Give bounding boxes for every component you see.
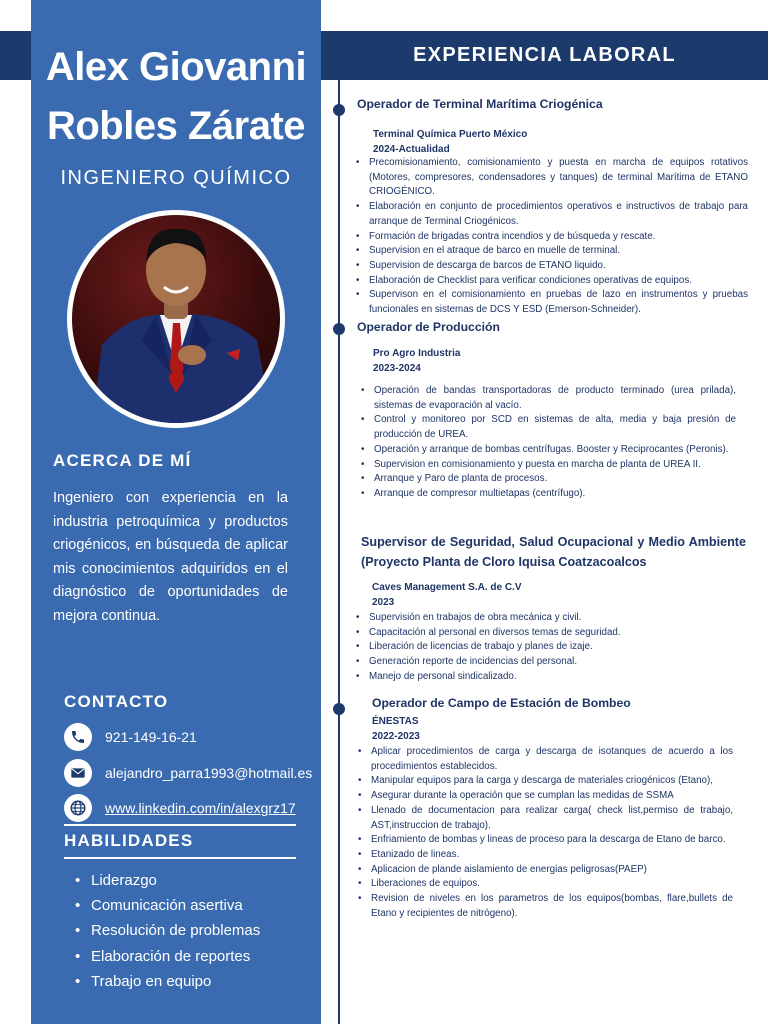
bullet-item: • Arranque y Paro de planta de procesos. — [358, 472, 736, 487]
bullet-item: • Generación reporte de incidencias del personal. — [353, 655, 733, 670]
email-address[interactable]: alejandro_parra1993@hotmail.es — [105, 765, 313, 781]
skills-divider — [64, 857, 296, 859]
bullet-item: • Control y monitoreo por SCD en sistemas de alta, media y baja presión de producción de UREA. — [358, 413, 736, 442]
skill-item: • Resolución de problemas — [75, 918, 260, 943]
job-company — [373, 127, 527, 157]
timeline-line — [338, 80, 340, 1024]
bullet-item: • Formación de brigadas contra incendios y de búsqueda y rescate. — [353, 230, 748, 245]
bullet-item: • Manejo de personal sindicalizado. — [353, 670, 733, 685]
job-company — [373, 346, 460, 376]
name-line-1: Alex Giovanni — [45, 45, 307, 89]
globe-icon — [64, 794, 92, 822]
profile-photo-image — [72, 215, 280, 423]
sidebar — [31, 0, 321, 1024]
person-portrait-icon — [72, 215, 280, 423]
email-icon — [64, 759, 92, 787]
experience-heading: EXPERIENCIA LABORAL — [413, 44, 676, 66]
profile-photo — [67, 210, 285, 428]
bullet-item: • Asegurar durante la operación que se cumplan las medidas de SSMA — [355, 789, 733, 804]
phone-number: 921-149-16-21 — [105, 729, 197, 745]
bullet-item: • Precomisionamiento, comisionamiento y puesta en marcha de equipos rotativos (Motores, compresores, condensadores y tanques) de terminal Marítima de ETANO CRIOGÉNICO. — [353, 156, 748, 200]
contact-heading: CONTACTO — [64, 692, 169, 711]
job-bullets — [353, 156, 748, 318]
job-title: Supervisor de Seguridad, Salud Ocupacional y Medio Ambiente (Proyecto Planta de Cloro Iquisa Coatzacoalcos — [361, 535, 746, 569]
bullet-item: • Capacitación al personal en diversos temas de seguridad. — [353, 626, 733, 641]
about-heading: ACERCA DE MÍ — [53, 451, 192, 470]
company-name: Caves Management S.A. de C.V — [372, 582, 522, 593]
job-title: Operador de Terminal Marítima Criogénica — [357, 97, 603, 111]
skills-heading: HABILIDADES — [64, 831, 194, 850]
bullet-item: • Supervision en comisionamiento y puesta en marcha de planta de UREA II. — [358, 458, 736, 473]
company-name: ÉNESTAS — [372, 716, 419, 727]
profession-title: INGENIERO QUÍMICO — [60, 167, 292, 189]
bullet-item: • Liberación de licencias de trabajo y planes de izaje. — [353, 640, 733, 655]
contact-linkedin[interactable] — [64, 794, 296, 822]
skills-list — [75, 868, 260, 994]
bullet-item: • Operación de bandas transportadoras de producto terminado (urea prilada), sistemas de evaporación al vacío. — [358, 384, 736, 413]
bullet-item: • Aplicacion de plande aislamiento de energias peligrosas(PAEP) — [355, 863, 733, 878]
bullet-item: • Supervison en el comisionamiento en pruebas de lazo en instrumentos y pruebas funcionales en sistemas de DCS Y ESD (Emerson-Schneider). — [353, 288, 748, 317]
timeline-dot — [333, 323, 345, 335]
job-company — [372, 580, 522, 610]
bullet-item: • Revision de niveles en los parametros de los equipos(bombas, flare,bullets de Etano y recipientes de nitrógeno). — [355, 892, 733, 921]
bullet-item: • Supervision de descarga de barcos de ETANO liquido. — [353, 259, 748, 274]
full-name — [31, 38, 321, 156]
contact-email[interactable] — [64, 759, 312, 787]
job-bullets — [353, 611, 733, 685]
bullet-item: • Operación y arranque de bombas centrífugas. Booster y Reciprocantes (Peronis). — [358, 443, 736, 458]
job-title: Operador de Producción — [357, 320, 500, 334]
bullet-item: • Elaboración de Checklist para verificar condiciones operativas de equipos. — [353, 274, 748, 289]
bullet-item: • Liberaciones de equipos. — [355, 877, 733, 892]
job-period: 2023-2024 — [373, 363, 421, 374]
job-bullets — [358, 384, 736, 502]
bullet-item: • Enfriamiento de bombas y lineas de proceso para la descarga de Etano de barco. — [355, 833, 733, 848]
bullet-item: • Supervision en el atraque de barco en muelle de terminal. — [353, 244, 748, 259]
contact-divider — [64, 824, 296, 826]
skill-item: • Liderazgo — [75, 868, 260, 893]
timeline-dot — [333, 703, 345, 715]
skill-item: • Elaboración de reportes — [75, 944, 260, 969]
bullet-item: • Manipular equipos para la carga y descarga de materiales criogénicos (Etano), — [355, 774, 733, 789]
skill-item: • Comunicación asertiva — [75, 893, 260, 918]
name-line-2: Robles Zárate — [46, 104, 306, 148]
bullet-item: • Llenado de documentacion para realizar carga( check list,permiso de trabajo, AST,instruccion de trabajo). — [355, 804, 733, 833]
skill-item: • Trabajo en equipo — [75, 969, 260, 994]
company-name: Pro Agro Industria — [373, 348, 461, 359]
bullet-item: • Aplicar procedimientos de carga y descarga de isotanques de acuerdo a los procedimientos establecidos. — [355, 745, 733, 774]
phone-icon — [64, 723, 92, 751]
linkedin-link[interactable]: www.linkedin.com/in/alexgrz17 — [105, 800, 296, 816]
bullet-item: • Etanizado de lineas. — [355, 848, 733, 863]
job-bullets — [355, 745, 733, 921]
timeline-dot — [333, 104, 345, 116]
bullet-item: • Arranque de compresor multietapas (centrífugo). — [358, 487, 736, 502]
about-text: Ingeniero con experiencia en la industria petroquímica y productos criogénicos, en búsqueda de aplicar mis conocimientos adquiridos en el diagnóstico de oportunidades de mejora continua. — [53, 490, 288, 624]
job-period: 2023 — [372, 597, 395, 608]
job-period: 2022-2023 — [372, 731, 420, 742]
bullet-item: • Supervisión en trabajos de obra mecánica y civil. — [353, 611, 733, 626]
job-period: 2024-Actualidad — [373, 144, 450, 155]
bullet-item: • Elaboración en conjunto de procedimientos operativos e instructivos de trabajo para arranque de Terminal Criogénicos. — [353, 200, 748, 229]
contact-phone — [64, 723, 197, 751]
job-title: Operador de Campo de Estación de Bombeo — [372, 696, 631, 710]
job-company — [372, 714, 420, 744]
company-name: Terminal Química Puerto México — [373, 129, 528, 140]
